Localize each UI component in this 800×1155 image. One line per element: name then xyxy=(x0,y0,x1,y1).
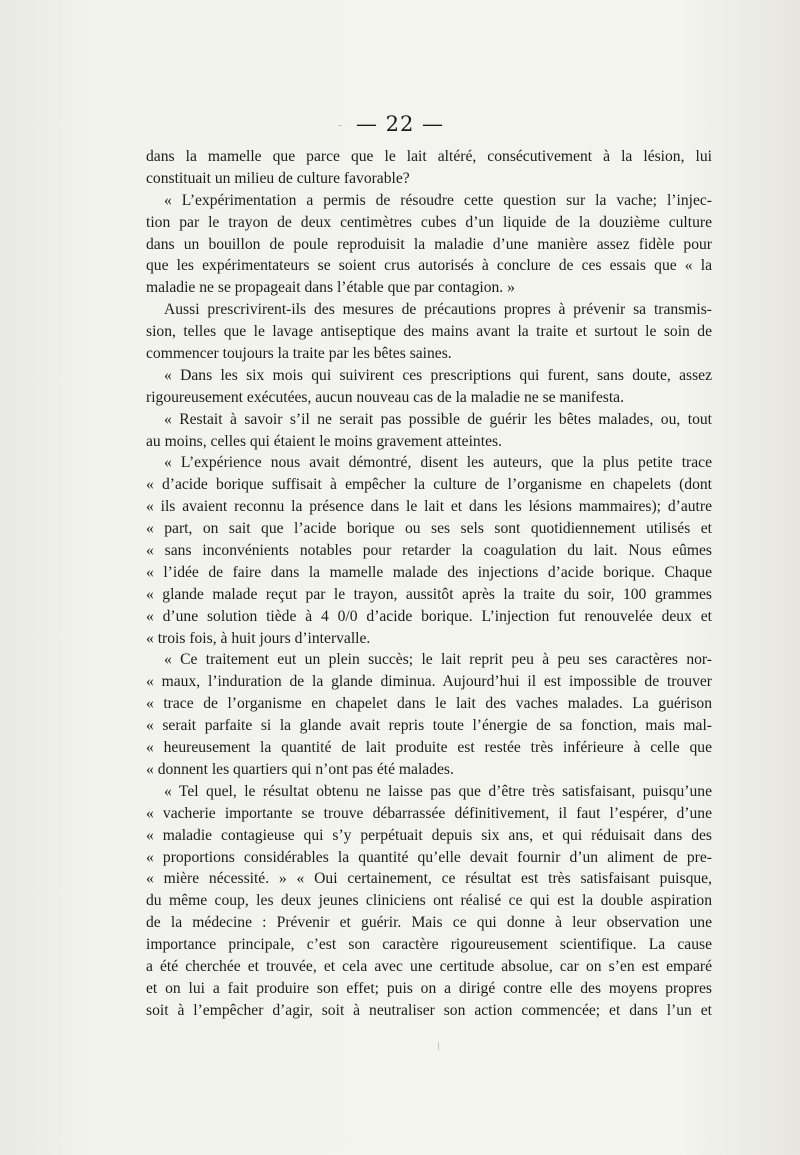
text-line: Aussi prescrivirent-ils des mesures de précautions propres à prévenir sa transmis- xyxy=(164,301,712,319)
margin-mark xyxy=(438,1042,439,1050)
text-line: « mière nécessité. » « Oui certainement, ce résultat est très satisfaisant puisque, xyxy=(146,870,712,888)
text-line: dans un bouillon de poule reproduisit la maladie d’une manière assez fidèle pour xyxy=(146,235,712,253)
text-line: commencer toujours la traite par les bêtes saines. xyxy=(146,345,452,363)
text-line: « vacherie importante se trouve débarrassée définitivement, il faut l’espérer, d’une xyxy=(146,804,712,822)
text-line: « ils avaient reconnu la présence dans le lait et dans les lésions mammaires); d’autre xyxy=(146,498,712,516)
text-line: « maladie contagieuse qui s’y perpétuait depuis six ans, et qui réduisait dans des xyxy=(146,826,712,844)
text-line: et on lui a fait produire son effet; puis on a dirigé contre elle des moyens propres xyxy=(146,979,712,997)
text-line: « donnent les quartiers qui n’ont pas été malades. xyxy=(146,760,454,778)
text-line: « serait parfaite si la glande avait repris toute l’énergie de sa fonction, mais mal- xyxy=(146,717,712,735)
text-line: « Tel quel, le résultat obtenu ne laisse pas que d’être très satisfaisant, puisqu’une xyxy=(164,782,712,800)
text-line: « trace de l’organisme en chapelet dans le lait des vaches malades. La guérison xyxy=(146,695,712,713)
text-line: que les expérimentateurs se soient crus autorisés à conclure de ces essais que « la xyxy=(146,257,712,275)
text-line: soit à l’empêcher d’agir, soit à neutraliser son action commencée; et dans l’un et xyxy=(146,1001,712,1019)
body-text xyxy=(146,146,712,1022)
text-line: « part, on sait que l’acide borique ou ses sels sont quotidiennement utilisés et xyxy=(146,520,712,538)
text-line: importance principale, c’est son caractère rigoureusement scientifique. La cause xyxy=(146,936,712,954)
text-line: « glande malade reçut par le trayon, aussitôt après la traite du soir, 100 grammes xyxy=(146,585,712,603)
text-line: sion, telles que le lavage antiseptique des mains avant la traite et surtout le soin de xyxy=(146,323,712,341)
text-line: « proportions considérables la quantité qu’elle devait fournir d’un aliment de pre- xyxy=(146,848,712,866)
text-line: « trois fois, à huit jours d’intervalle. xyxy=(146,629,371,647)
text-line: dans la mamelle que parce que le lait altéré, consécutivement à la lésion, lui xyxy=(146,148,712,165)
text-line: « sans inconvénients notables pour retarder la coagulation du lait. Nous eûmes xyxy=(146,542,712,560)
text-line: « L’expérience nous avait démontré, disent les auteurs, que la plus petite trace xyxy=(164,454,712,472)
text-line: constituait un milieu de culture favorable? xyxy=(146,169,410,187)
text-line: « maux, l’induration de la glande diminua. Aujourd’hui il est impossible de trouver xyxy=(146,673,712,691)
text-line: « L’expérimentation a permis de résoudre cette question sur la vache; l’injec- xyxy=(164,191,712,209)
text-line: « Restait à savoir s’il ne serait pas possible de guérir les bêtes malades, ou, tout xyxy=(164,410,712,428)
page-number: — 22 — xyxy=(355,112,445,136)
text-line: « Dans les six mois qui suivirent ces prescriptions qui furent, sans doute, assez xyxy=(164,366,712,384)
text-line: tion par le trayon de deux centimètres cubes d’un liquide de la douzième culture xyxy=(146,213,712,231)
text-line: au moins, celles qui étaient le moins gravement atteintes. xyxy=(146,432,502,450)
text-line: a été cherchée et trouvée, et cela avec une certitude absolue, car on s’en est emparé xyxy=(146,957,712,975)
text-line: « d’acide borique suffisait à empêcher la culture de l’organisme en chapelets (dont xyxy=(146,476,712,494)
text-line: maladie ne se propageait dans l’étable que par contagion. » xyxy=(146,279,515,297)
text-line: « l’idée de faire dans la mamelle malade des injections d’acide borique. Chaque xyxy=(146,563,712,581)
text-line: « d’une solution tiède à 4 0/0 d’acide borique. L’injection fut renouvelée deux et xyxy=(146,607,712,625)
text-line: de la médecine : Prévenir et guérir. Mais ce qui donne à leur observation une xyxy=(146,914,712,932)
text-line: rigoureusement exécutées, aucun nouveau cas de la maladie ne se manifesta. xyxy=(146,388,625,406)
text-line: « heureusement la quantité de lait produite est restée très inférieure à celle que xyxy=(146,739,712,757)
text-line: « Ce traitement eut un plein succès; le lait reprit peu à peu ses caractères nor- xyxy=(164,651,712,669)
text-line: du même coup, les deux jeunes cliniciens ont réalisé ce qui est la double aspiration xyxy=(146,892,712,910)
